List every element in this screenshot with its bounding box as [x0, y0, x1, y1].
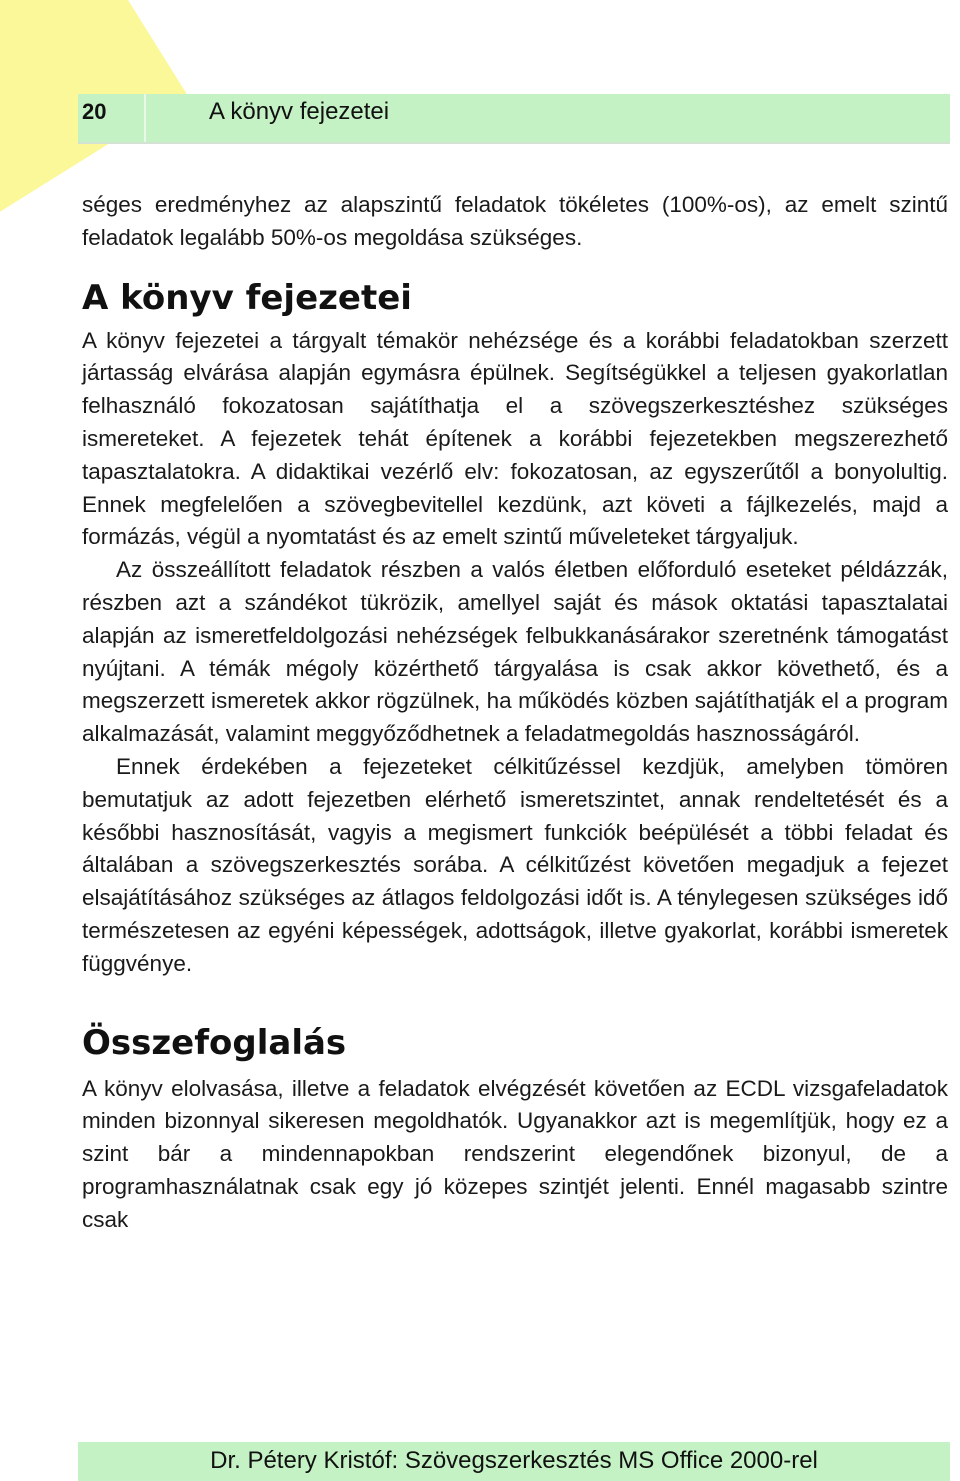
page-footer — [78, 1442, 950, 1481]
running-header-title: A könyv fejezetei — [209, 98, 390, 125]
body-paragraph: A könyv fejezetei a tárgyalt témakör nehézsége és a korábbi feladatokban szerzett jártasság elvárása alapján egymásra épülnek. Segítségükkel a teljesen gyakorlatlan felhasználó fokozatosan sajátíthatja el a szövegszerkesztéshez szükséges ismereteket. A fejezetek tehát építenek a korábbi fejezetekben megszerezhető tapasztalatokra. A didaktikai vezérlő elv: fokozatosan, az egyszerűtől a bonyolultig. Ennek megfelelően a szövegbevitellel kezdünk, azt követi a fájlkezelés, majd a formázás, végül a nyomtatást és az emelt szintű műveleteket tárgyaljuk. — [82, 327, 948, 550]
body-paragraph: Ennek érdekében a fejezeteket célkitűzéssel kezdjük, amelyben tömören bemutatjuk az adott fejezetben elérhető ismeretszintet, annak rendeltetését és a későbbi hasznosítását, vagyis a megismert funkciók beépülését a többi feladat és általában a szövegszerkesztés sorába. A célkitűzést követően megadjuk a fejezet elsajátításához szükséges az átlagos feldolgozási időt is. A ténylegesen szükséges idő természetesen az egyéni képességek, adottságok, illetve gyakorlat, korábbi ismeretek függvénye. — [82, 753, 948, 976]
summary-paragraph: A könyv elolvasása, illetve a feladatok elvégzését követően az ECDL vizsgafeladatok minden bizonnyal sikeresen megoldhatók. Ugyanakkor azt is megemlítjük, hogy ez a szint bár a mindennapokban rendszerint elegendőnek bizonyul, de a programhasználatnak csak egy jó közepes szintjét jelenti. Ennél magasabb szintre csak — [82, 1075, 948, 1232]
footer-text: Dr. Pétery Kristóf: Szövegszerkesztés MS Office 2000-rel — [210, 1447, 818, 1474]
header-divider — [144, 94, 146, 142]
body-paragraph: Az összeállított feladatok részben a valós életben előforduló eseteket példázzák, részben azt a szándékot tükrözik, amellyel saját és mások oktatási tapasztalatai alapján az ismeretfeldolgozási nehézségek felbukkanásárakor szeretnénk támogatást nyújtani. A témák mégoly közérthető tárgyalása is csak akkor követhető, és a megszerzett ismeretek akkor rögzülnek, ha működés közben sajátíthatják el a program alkalmazását, valamint meggyőződhetnek a feladatmegoldás hasznosságáról. — [82, 557, 948, 747]
section-heading-chapters: A könyv fejezetei — [82, 277, 412, 318]
page-number: 20 — [82, 99, 107, 124]
page-header — [78, 94, 950, 144]
page-body — [82, 189, 948, 1237]
section-heading-summary: Összefoglalás — [82, 1022, 347, 1063]
continuation-paragraph: séges eredményhez az alapszintű feladatok tökéletes (100%-os), az emelt szintű feladatok legalább 50%-os megoldása szükséges. — [82, 192, 948, 250]
